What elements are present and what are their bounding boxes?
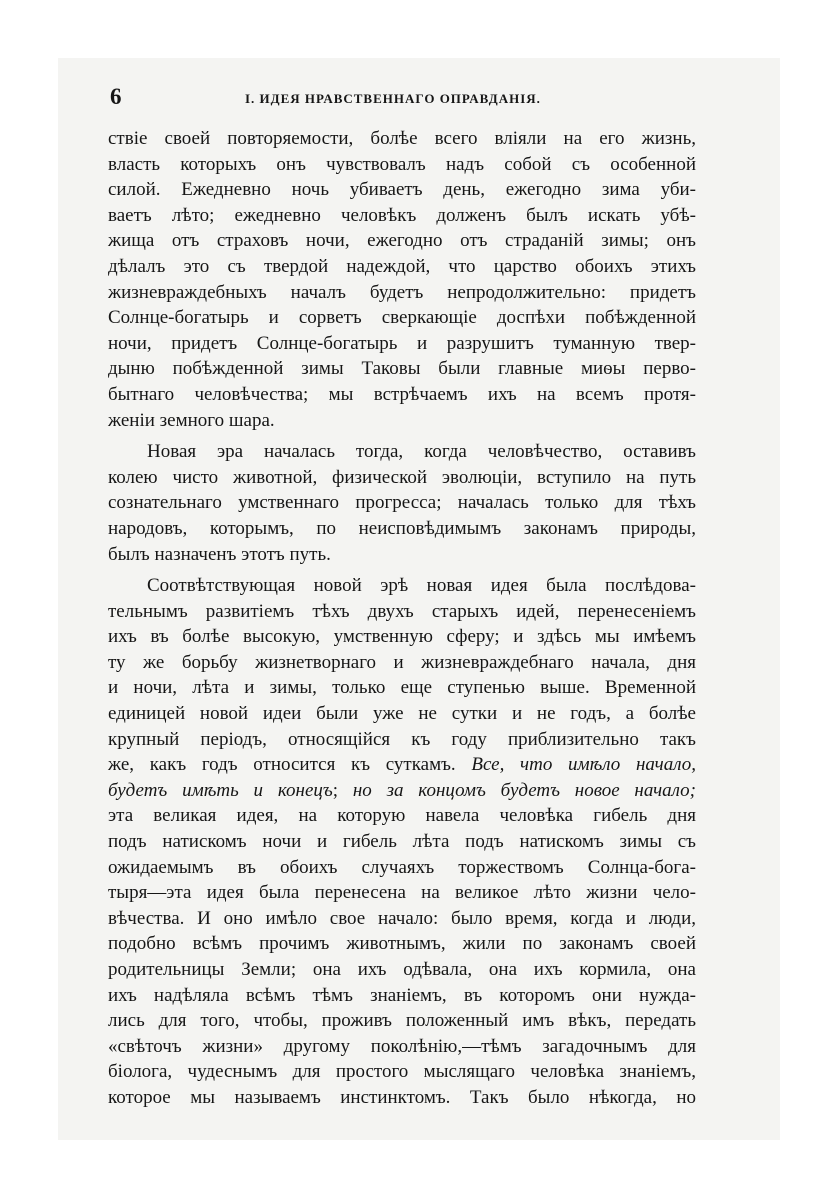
text-line: «свѣточъ жизни» другому поколѣнію,—тѣмъ загадочнымъ для	[108, 1035, 696, 1057]
text-line: Солнце-богатырь и сорветъ сверкающіе доспѣхи побѣжденной	[108, 307, 696, 329]
italic-run: но за концомъ будетъ новое начало;	[352, 779, 697, 801]
italic-run: будетъ имѣть и конецъ	[108, 779, 333, 801]
text-line: которое мы называемъ инстинктомъ. Такъ было нѣкогда, но	[108, 1086, 696, 1108]
paragraph-1	[108, 126, 696, 433]
text-line: дѣлалъ это съ твердой надеждой, что царство обоихъ этихъ	[108, 255, 696, 277]
text-line: родительницы Земли; она ихъ одѣвала, она ихъ кормила, она	[108, 959, 696, 980]
text-line: власть которыхъ онъ чувствовалъ надъ собой съ особенной	[108, 153, 696, 175]
running-title: I. ИДЕЯ НРАВСТВЕННАГО ОПРАВДАНІЯ.	[245, 91, 541, 106]
text-line: подобно всѣмъ прочимъ животнымъ, жили по законамъ своей	[108, 933, 696, 955]
text-line: Новая эра началась тогда, когда человѣчество, оставивъ	[147, 441, 696, 463]
text-line: тыря—эта идея была перенесена на великое лѣто жизни чело-	[108, 882, 696, 904]
text-line: бытнаго человѣчества; мы встрѣчаемъ ихъ на всемъ протя-	[108, 383, 696, 405]
text-line: единицей новой идеи были уже не сутки и не годъ, а болѣе	[108, 703, 696, 725]
text-line: ту же борьбу жизнетворнаго и жизневраждебнаго начала, дня	[108, 651, 696, 673]
text-run: же, какъ годъ относится къ суткамъ.	[108, 754, 456, 776]
text-line: женіи земного шара.	[108, 409, 275, 431]
paragraph-2	[108, 439, 696, 567]
text-line: эта великая идея, на которую навела человѣка гибель дня	[108, 805, 696, 827]
text-line: подъ натискомъ ночи и гибель лѣта подъ натискомъ зимы съ	[108, 831, 696, 853]
text-line: ваетъ лѣто; ежедневно человѣкъ долженъ былъ искать убѣ-	[108, 204, 696, 226]
text-line: колею чисто животной, физической эволюціи, вступило на путь	[108, 466, 696, 488]
body-text	[108, 126, 696, 1117]
text-line: сознательнаго умственнаго прогресса; началась только для тѣхъ	[108, 492, 696, 514]
text-line: былъ назначенъ этотъ путь.	[108, 543, 331, 565]
text-line: дыню побѣжденной зимы Таковы были главные миѳы перво-	[108, 358, 696, 380]
running-head	[110, 84, 710, 114]
text-line-mixed	[108, 778, 696, 804]
text-line: ожидаемымъ въ обоихъ случаяхъ торжествомъ Солнца-богa-	[108, 856, 696, 878]
text-line: лись для того, чтобы, проживъ положенный имъ вѣкъ, передать	[108, 1010, 696, 1032]
text-line: ствіе своей повторяемости, болѣе всего вліяли на его жизнь,	[108, 128, 696, 149]
text-line: крупный періодъ, относящійся къ году приблизительно такъ	[108, 728, 696, 750]
text-line: тельнымъ развитіемъ тѣхъ двухъ старыхъ идей, перенесеніемъ	[108, 600, 696, 622]
page-number: 6	[110, 84, 122, 109]
text-line: вѣчества. И оно имѣло свое начало: было время, когда и люди,	[108, 907, 696, 929]
text-line: силой. Ежедневно ночь убиваетъ день, ежегодно зима уби-	[108, 179, 696, 201]
italic-run: Все, что имѣло начало,	[471, 754, 696, 776]
text-line: Соотвѣтствующая новой эрѣ новая идея была послѣдова-	[147, 575, 696, 597]
text-line-mixed	[108, 752, 696, 778]
text-line: ихъ надѣляла всѣмъ тѣмъ знаніемъ, въ которомъ они нужда-	[108, 984, 696, 1006]
text-line: и ночи, лѣта и зимы, только еще ступенью выше. Временной	[108, 677, 696, 699]
text-line: ихъ въ болѣе высокую, умственную сферу; и здѣсь мы имѣемъ	[108, 626, 696, 648]
text-line: народовъ, которымъ, по неисповѣдимымъ законамъ природы,	[108, 517, 696, 539]
text-line: ночи, придетъ Солнце-богатырь и разрушитъ туманную твер-	[108, 332, 696, 354]
text-line: жизневраждебныхъ началъ будетъ непродолжительно: придетъ	[108, 281, 696, 303]
text-run: ;	[332, 779, 353, 801]
text-line: біолога, чудеснымъ для простого мыслящаго человѣка знаніемъ,	[108, 1061, 696, 1083]
text-line: жища отъ страховъ ночи, ежегодно отъ страданій зимы; онъ	[108, 230, 696, 252]
paragraph-3	[108, 573, 696, 1110]
